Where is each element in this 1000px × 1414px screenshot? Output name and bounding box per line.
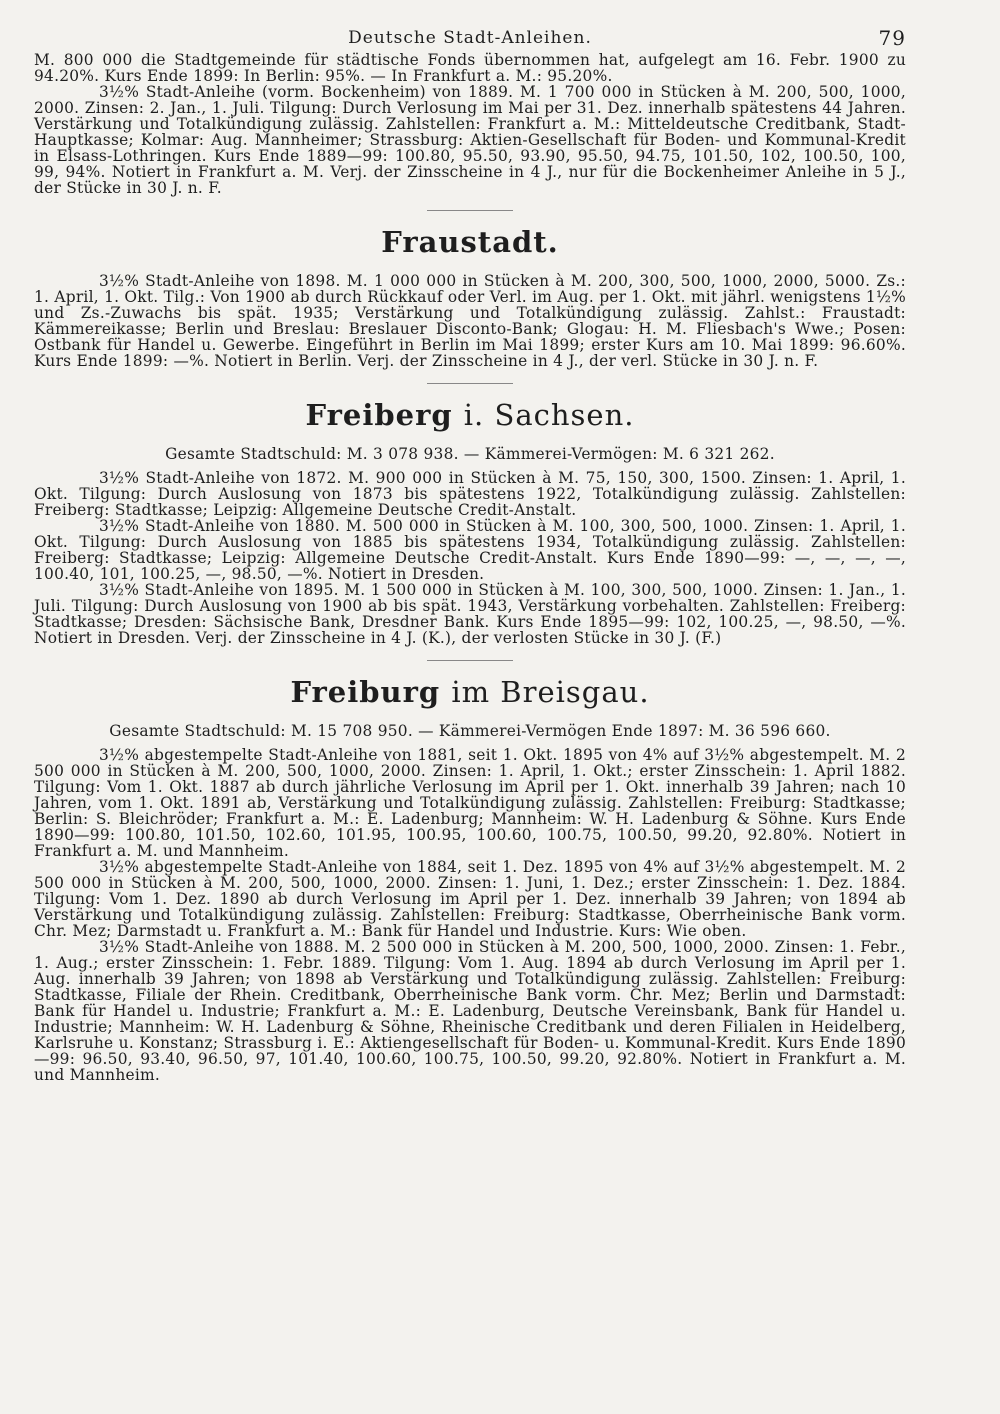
running-title: Deutsche Stadt-Anleihen. <box>348 28 592 48</box>
document-page <box>34 22 906 1083</box>
section-freiburg <box>34 675 906 1083</box>
loan-paragraph: 3½% Stadt-Anleihe von 1898. M. 1 000 000 in Stücken à M. 200, 300, 500, 1000, 2000, 5000. Zs.: 1. April, 1. Okt. Tilg.: Von 1900 ab durch Rückkauf oder Verl. im Aug. per 1. Okt. mit jährl. wenigstens 1½% und Zs.-Zuwachs bis spät. 1935; Verstärkung und Totalkündigung zulässig. Zahlst.: Fraustadt: Kämmereikasse; Berlin und Breslau: Breslauer Disconto-Bank; Glogau: H. M. Fliesbach's Wwe.; Posen: Ostbank für Handel u. Gewerbe. Eingeführt in Berlin im Mai 1899; erster Kurs am 10. Mai 1899: 96.60%. Kurs Ende 1899: —%. Notiert in Berlin. Verj. der Zinsscheine in 4 J., der verl. Stücke in 30 J. n. F. <box>34 272 906 370</box>
section-title-bold: Fraustadt. <box>381 225 559 259</box>
intro-paragraph: M. 800 000 die Stadtgemeinde für städtische Fonds übernommen hat, aufgelegt am 16. Febr. 1900 zu 94.20%. Kurs Ende 1899: In Berlin: 95%. — In Frankfurt a. M.: 95.20%. <box>34 51 906 85</box>
loan-paragraph: 3½% Stadt-Anleihe von 1895. M. 1 500 000 in Stücken à M. 100, 300, 500, 1000. Zinsen: 1. Jan., 1. Juli. Tilgung: Durch Auslosung von 1900 ab bis spät. 1943, Verstärkung vorbehalten. Zahlstellen: Freiberg: Stadtkasse; Dresden: Sächsische Bank, Dresdner Bank. Kurs Ende 1895—99: 102, 100.25, —, 98.50, —%. Notiert in Dresden. Verj. der Zinsscheine in 4 J. (K.), der verlosten Stücke in 30 J. (F.) <box>34 581 906 647</box>
section-title-bold: Freiburg <box>290 675 441 709</box>
section-divider <box>427 383 513 384</box>
loan-paragraph: 3½% Stadt-Anleihe von 1880. M. 500 000 in Stücken à M. 100, 300, 500, 1000. Zinsen: 1. April, 1. Okt. Tilgung: Durch Auslosung von 1885 bis spätestens 1934, Totalkündigung zulässig. Zahlstellen: Freiberg: Stadtkasse; Leipzig: Allgemeine Deutsche Credit-Anstalt. Kurs Ende 1890—99: —, —, —, —, 100.40, 101, 100.25, —, 98.50, —%. Notiert in Dresden. <box>34 517 906 583</box>
page-number: 79 <box>878 26 906 50</box>
loan-paragraph: 3½% abgestempelte Stadt-Anleihe von 1881, seit 1. Okt. 1895 von 4% auf 3½% abgestempelt. M. 2 500 000 in Stücken à M. 200, 500, 1000, 2000. Zinsen: 1. April, 1. Okt.; erster Zinsschein: 1. April 1882. Tilgung: Vom 1. Okt. 1887 ab durch jährliche Verlosung im April per 1. Okt. innerhalb 39 Jahren; nach 10 Jahren, vom 1. Okt. 1891 ab, Verstärkung und Totalkündigung zulässig. Zahlstellen: Freiburg: Stadtkasse; Berlin: S. Bleichröder; Frankfurt a. M.: E. Ladenburg; Mannheim: W. H. Ladenburg & Söhne. Kurs Ende 1890—99: 100.80, 101.50, 102.60, 101.95, 100.95, 100.60, 100.75, 100.50, 99.20, 92.80%. Notiert in Frankfurt a. M. und Mannheim. <box>34 746 906 860</box>
section-fraustadt <box>34 225 906 369</box>
section-freiberg <box>34 398 906 646</box>
loan-paragraph: 3½% abgestempelte Stadt-Anleihe von 1884, seit 1. Dez. 1895 von 4% auf 3½% abgestempelt. M. 2 500 000 in Stücken à M. 200, 500, 1000, 2000. Zinsen: 1. Juni, 1. Dez.; erster Zinsschein: 1. Dez. 1884. Tilgung: Vom 1. Dez. 1890 ab durch Verlosung im April per 1. Dez. innerhalb 39 Jahren; von 1894 ab Verstärkung und Totalkündigung zulässig. Zahlstellen: Freiburg: Stadtkasse, Oberrheinische Bank vorm. Chr. Mez; Darmstadt u. Frankfurt a. M.: Bank für Handel und Industrie. Kurs: Wie oben. <box>34 858 906 940</box>
section-divider <box>427 660 513 661</box>
loan-paragraph: 3½% Stadt-Anleihe von 1888. M. 2 500 000 in Stücken à M. 200, 500, 1000, 2000. Zinsen: 1. Febr., 1. Aug.; erster Zinsschein: 1. Febr. 1889. Tilgung: Vom 1. Aug. 1894 ab durch Verlosung im April per 1. Aug. innerhalb 39 Jahren; von 1898 ab Verstärkung und Totalkündigung zulässig. Zahlstellen: Freiburg: Stadtkasse, Filiale der Rhein. Creditbank, Oberrheinische Bank vorm. Chr. Mez; Berlin und Darmstadt: Bank für Handel u. Industrie; Frankfurt a. M.: E. Ladenburg, Deutsche Vereinsbank, Bank für Handel u. Industrie; Mannheim: W. H. Ladenburg & Söhne, Rheinische Creditbank und deren Filialen in Heidelberg, Karlsruhe u. Konstanz; Strassburg i. E.: Aktiengesellschaft für Boden- u. Kommunal-Kredit. Kurs Ende 1890—99: 96.50, 93.40, 96.50, 97, 101.40, 100.60, 100.75, 100.50, 99.20, 92.80%. Notiert in Frankfurt a. M. und Mannheim. <box>34 938 906 1084</box>
section-title-bold: Freiberg <box>305 398 453 432</box>
section-title-light: im Breisgau. <box>451 675 650 709</box>
intro-paragraph: 3½% Stadt-Anleihe (vorm. Bockenheim) von 1889. M. 1 700 000 in Stücken à M. 200, 500, 1000, 2000. Zinsen: 2. Jan., 1. Juli. Tilgung: Durch Verlosung im Mai per 31. Dez. innerhalb spätestens 44 Jahren. Verstärkung und Totalkündigung zulässig. Zahlstellen: Frankfurt a. M.: Mitteldeutsche Creditbank, Stadt-Hauptkasse; Kolmar: Aug. Mannheimer; Strassburg: Aktien-Gesellschaft für Boden- und Kommunal-Kredit in Elsass-Lothringen. Kurs Ende 1889—99: 100.80, 95.50, 93.90, 95.50, 94.75, 101.50, 102, 100.50, 100, 99, 94%. Notiert in Frankfurt a. M. Verj. der Zinsscheine in 4 J., nur für die Bockenheimer Anleihe in 5 J., der Stücke in 30 J. n. F. <box>34 83 906 197</box>
page-header <box>34 22 906 52</box>
section-title <box>34 675 906 709</box>
section-title <box>34 225 906 259</box>
section-divider <box>427 210 513 211</box>
section-title-light: i. Sachsen. <box>463 398 635 432</box>
section-summary: Gesamte Stadtschuld: M. 15 708 950. — Kämmerei-Vermögen Ende 1897: M. 36 596 660. <box>109 722 831 740</box>
loan-paragraph: 3½% Stadt-Anleihe von 1872. M. 900 000 in Stücken à M. 75, 150, 300, 1500. Zinsen: 1. April, 1. Okt. Tilgung: Durch Auslosung von 1873 bis spätestens 1922, Totalkündigung zulässig. Zahlstellen: Freiberg: Stadtkasse; Leipzig: Allgemeine Deutsche Credit-Anstalt. <box>34 469 906 519</box>
section-title <box>34 398 906 432</box>
section-summary: Gesamte Stadtschuld: M. 3 078 938. — Kämmerei-Vermögen: M. 6 321 262. <box>165 445 775 463</box>
